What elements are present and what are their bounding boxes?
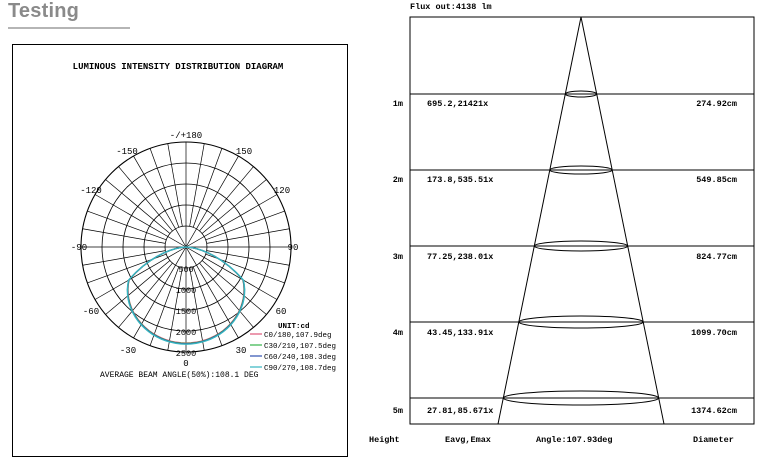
- page-title: Testing: [8, 0, 80, 22]
- row-3-height: 3m: [392, 252, 403, 262]
- title-underline: [8, 27, 130, 29]
- diagram-title: LUMINOUS INTENSITY DISTRIBUTION DIAGRAM: [72, 62, 284, 72]
- legend-label-c0: C0/180,107.9deg: [264, 332, 332, 340]
- row-2-diameter: 549.85cm: [696, 175, 737, 185]
- angle-label-neg30: -30: [119, 346, 137, 356]
- angle-label-neg120: -120: [80, 186, 102, 196]
- footer-height-label: Height: [369, 435, 400, 445]
- row-4-height: 4m: [392, 328, 403, 338]
- row-5-eavg-emax: 27.81,85.671x: [427, 406, 494, 416]
- radial-label-1000: 1000: [175, 286, 197, 296]
- radial-label-500: 500: [178, 265, 194, 275]
- cone-right-edge: [581, 17, 664, 424]
- row-4-diameter: 1099.70cm: [691, 328, 737, 338]
- row-3-diameter: 824.77cm: [696, 252, 737, 262]
- radial-label-1500: 1500: [175, 307, 197, 317]
- angle-label-120: 120: [273, 186, 291, 196]
- beam-angle-text: AVERAGE BEAM ANGLE(50%):108.1 DEG: [100, 371, 259, 380]
- row-1-height: 1m: [392, 99, 403, 109]
- angle-label-0: 0: [183, 359, 189, 369]
- illuminance-cone-diagram: [365, 0, 773, 461]
- row-1-eavg-emax: 695.2,21421x: [427, 99, 489, 109]
- angle-label-neg150: -150: [116, 147, 138, 157]
- angle-label-neg60: -60: [82, 307, 100, 317]
- cone-frame: [410, 17, 754, 424]
- row-4-eavg-emax: 43.45,133.91x: [427, 328, 494, 338]
- unit-label: UNIT:cd: [278, 323, 310, 331]
- flux-out-label: Flux out:4138 lm: [410, 2, 492, 12]
- row-2-eavg-emax: 173.8,535.51x: [427, 175, 494, 185]
- legend-label-c30: C30/210,107.5deg: [264, 343, 337, 351]
- footer-eavg-label: Eavg,Emax: [445, 435, 491, 445]
- angle-label-60: 60: [275, 307, 287, 317]
- angle-label-180: -/+180: [169, 131, 203, 141]
- legend-label-c60: C60/240,108.3deg: [264, 354, 337, 362]
- row-5-diameter: 1374.62cm: [691, 406, 737, 416]
- angle-label-150: 150: [235, 147, 253, 157]
- row-3-eavg-emax: 77.25,238.01x: [427, 252, 494, 262]
- cone-left-edge: [498, 17, 581, 424]
- row-1-diameter: 274.92cm: [696, 99, 737, 109]
- angle-label-30: 30: [235, 346, 247, 356]
- angle-label-neg90: -90: [70, 243, 88, 253]
- luminous-intensity-diagram: [12, 44, 348, 457]
- legend-label-c90: C90/270,108.7deg: [264, 365, 337, 373]
- row-5-height: 5m: [392, 406, 403, 416]
- radial-label-2500: 2500: [175, 349, 197, 359]
- footer-angle-label: Angle:107.93deg: [536, 435, 613, 445]
- radial-label-2000: 2000: [175, 328, 197, 338]
- footer-diameter-label: Diameter: [693, 435, 734, 445]
- angle-label-90: 90: [287, 243, 299, 253]
- row-2-height: 2m: [392, 175, 403, 185]
